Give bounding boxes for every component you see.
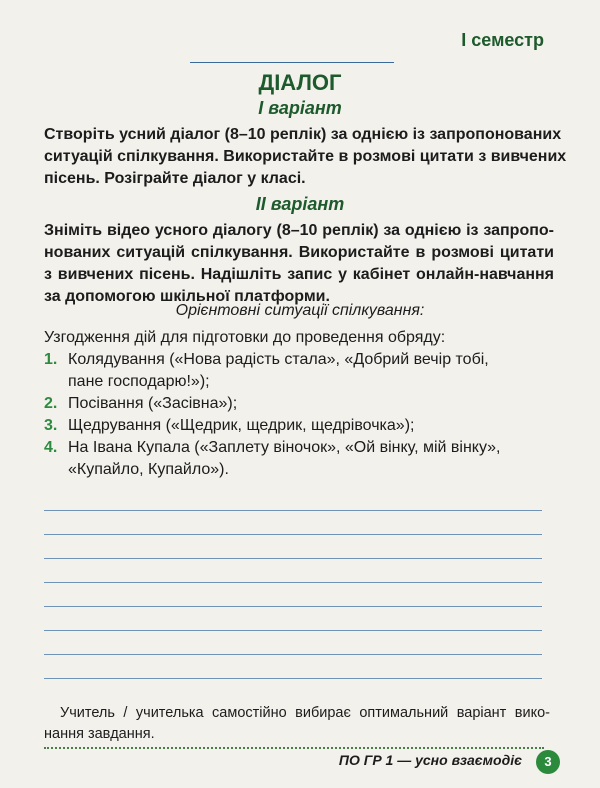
item-number: 3.	[44, 417, 58, 434]
page-number: 3	[536, 750, 560, 774]
variant1-line: ситуацій спілкування. Використайте в розмові цитати з вивчених	[44, 148, 567, 165]
situations-intro: Узгодження дій для підготовки до проведення обряду:	[44, 329, 446, 346]
semester-header: І семестр	[461, 30, 544, 50]
footer-text: ПО ГР 1 — усно взаємодіє	[338, 752, 522, 768]
item-text: На Івана Купала («Заплету віночок», «Ой вінку, мій вінку»,	[68, 439, 501, 456]
variant1-line: пісень. Розіграйте діалог у класі.	[44, 170, 306, 187]
variant2-heading: II варіант	[255, 194, 345, 214]
writing-line[interactable]	[44, 534, 542, 535]
writing-line[interactable]	[44, 606, 542, 607]
item-number: 2.	[44, 395, 58, 412]
note-line: нання завдання.	[44, 726, 155, 742]
item-text: Посівання («Засівна»);	[68, 395, 238, 412]
item-number: 1.	[44, 351, 58, 368]
list-item	[44, 437, 564, 481]
list-item	[44, 349, 564, 393]
note-line: Учитель / учителька самостійно вибирає оптимальний варіант вико-	[60, 705, 550, 721]
writing-line[interactable]	[44, 654, 542, 655]
writing-line[interactable]	[44, 510, 542, 511]
teacher-note	[44, 703, 550, 745]
situations-list	[44, 349, 564, 481]
variant1-line: Створіть усний діалог (8–10 реплік) за однією із запропонованих	[44, 126, 562, 143]
item-text: Щедрування («Щедрик, щедрик, щедрівочка»);	[68, 417, 415, 434]
variant1-heading: I варіант	[258, 98, 342, 118]
top-divider	[190, 62, 394, 63]
list-item	[44, 393, 564, 415]
variant2-line: з вивчених пісень. Надішліть запис у кабінет онлайн-навчання	[44, 266, 554, 283]
writing-line[interactable]	[44, 678, 542, 679]
writing-line[interactable]	[44, 630, 542, 631]
item-text: пане господарю!»);	[68, 373, 210, 390]
list-item	[44, 415, 564, 437]
item-text: Колядування («Нова радість стала», «Добрий вечір тобі,	[68, 351, 489, 368]
writing-line[interactable]	[44, 582, 542, 583]
variant2-line: за допомогою шкільної платформи.	[44, 288, 330, 305]
variant2-line: нованих ситуацій спілкування. Використайте в розмові цитати	[44, 244, 554, 261]
item-number: 4.	[44, 439, 58, 456]
writing-line[interactable]	[44, 558, 542, 559]
variant2-text	[44, 220, 554, 308]
item-text: «Купайло, Купайло»).	[68, 461, 229, 478]
page-title: ДІАЛОГ	[258, 70, 342, 95]
situations-heading: Орієнтовні ситуації спілкування:	[175, 302, 425, 319]
variant2-line: Зніміть відео усного діалогу (8–10 реплік) за однією із запропо-	[44, 222, 554, 239]
footer-divider	[44, 747, 544, 749]
variant1-text	[44, 124, 567, 190]
